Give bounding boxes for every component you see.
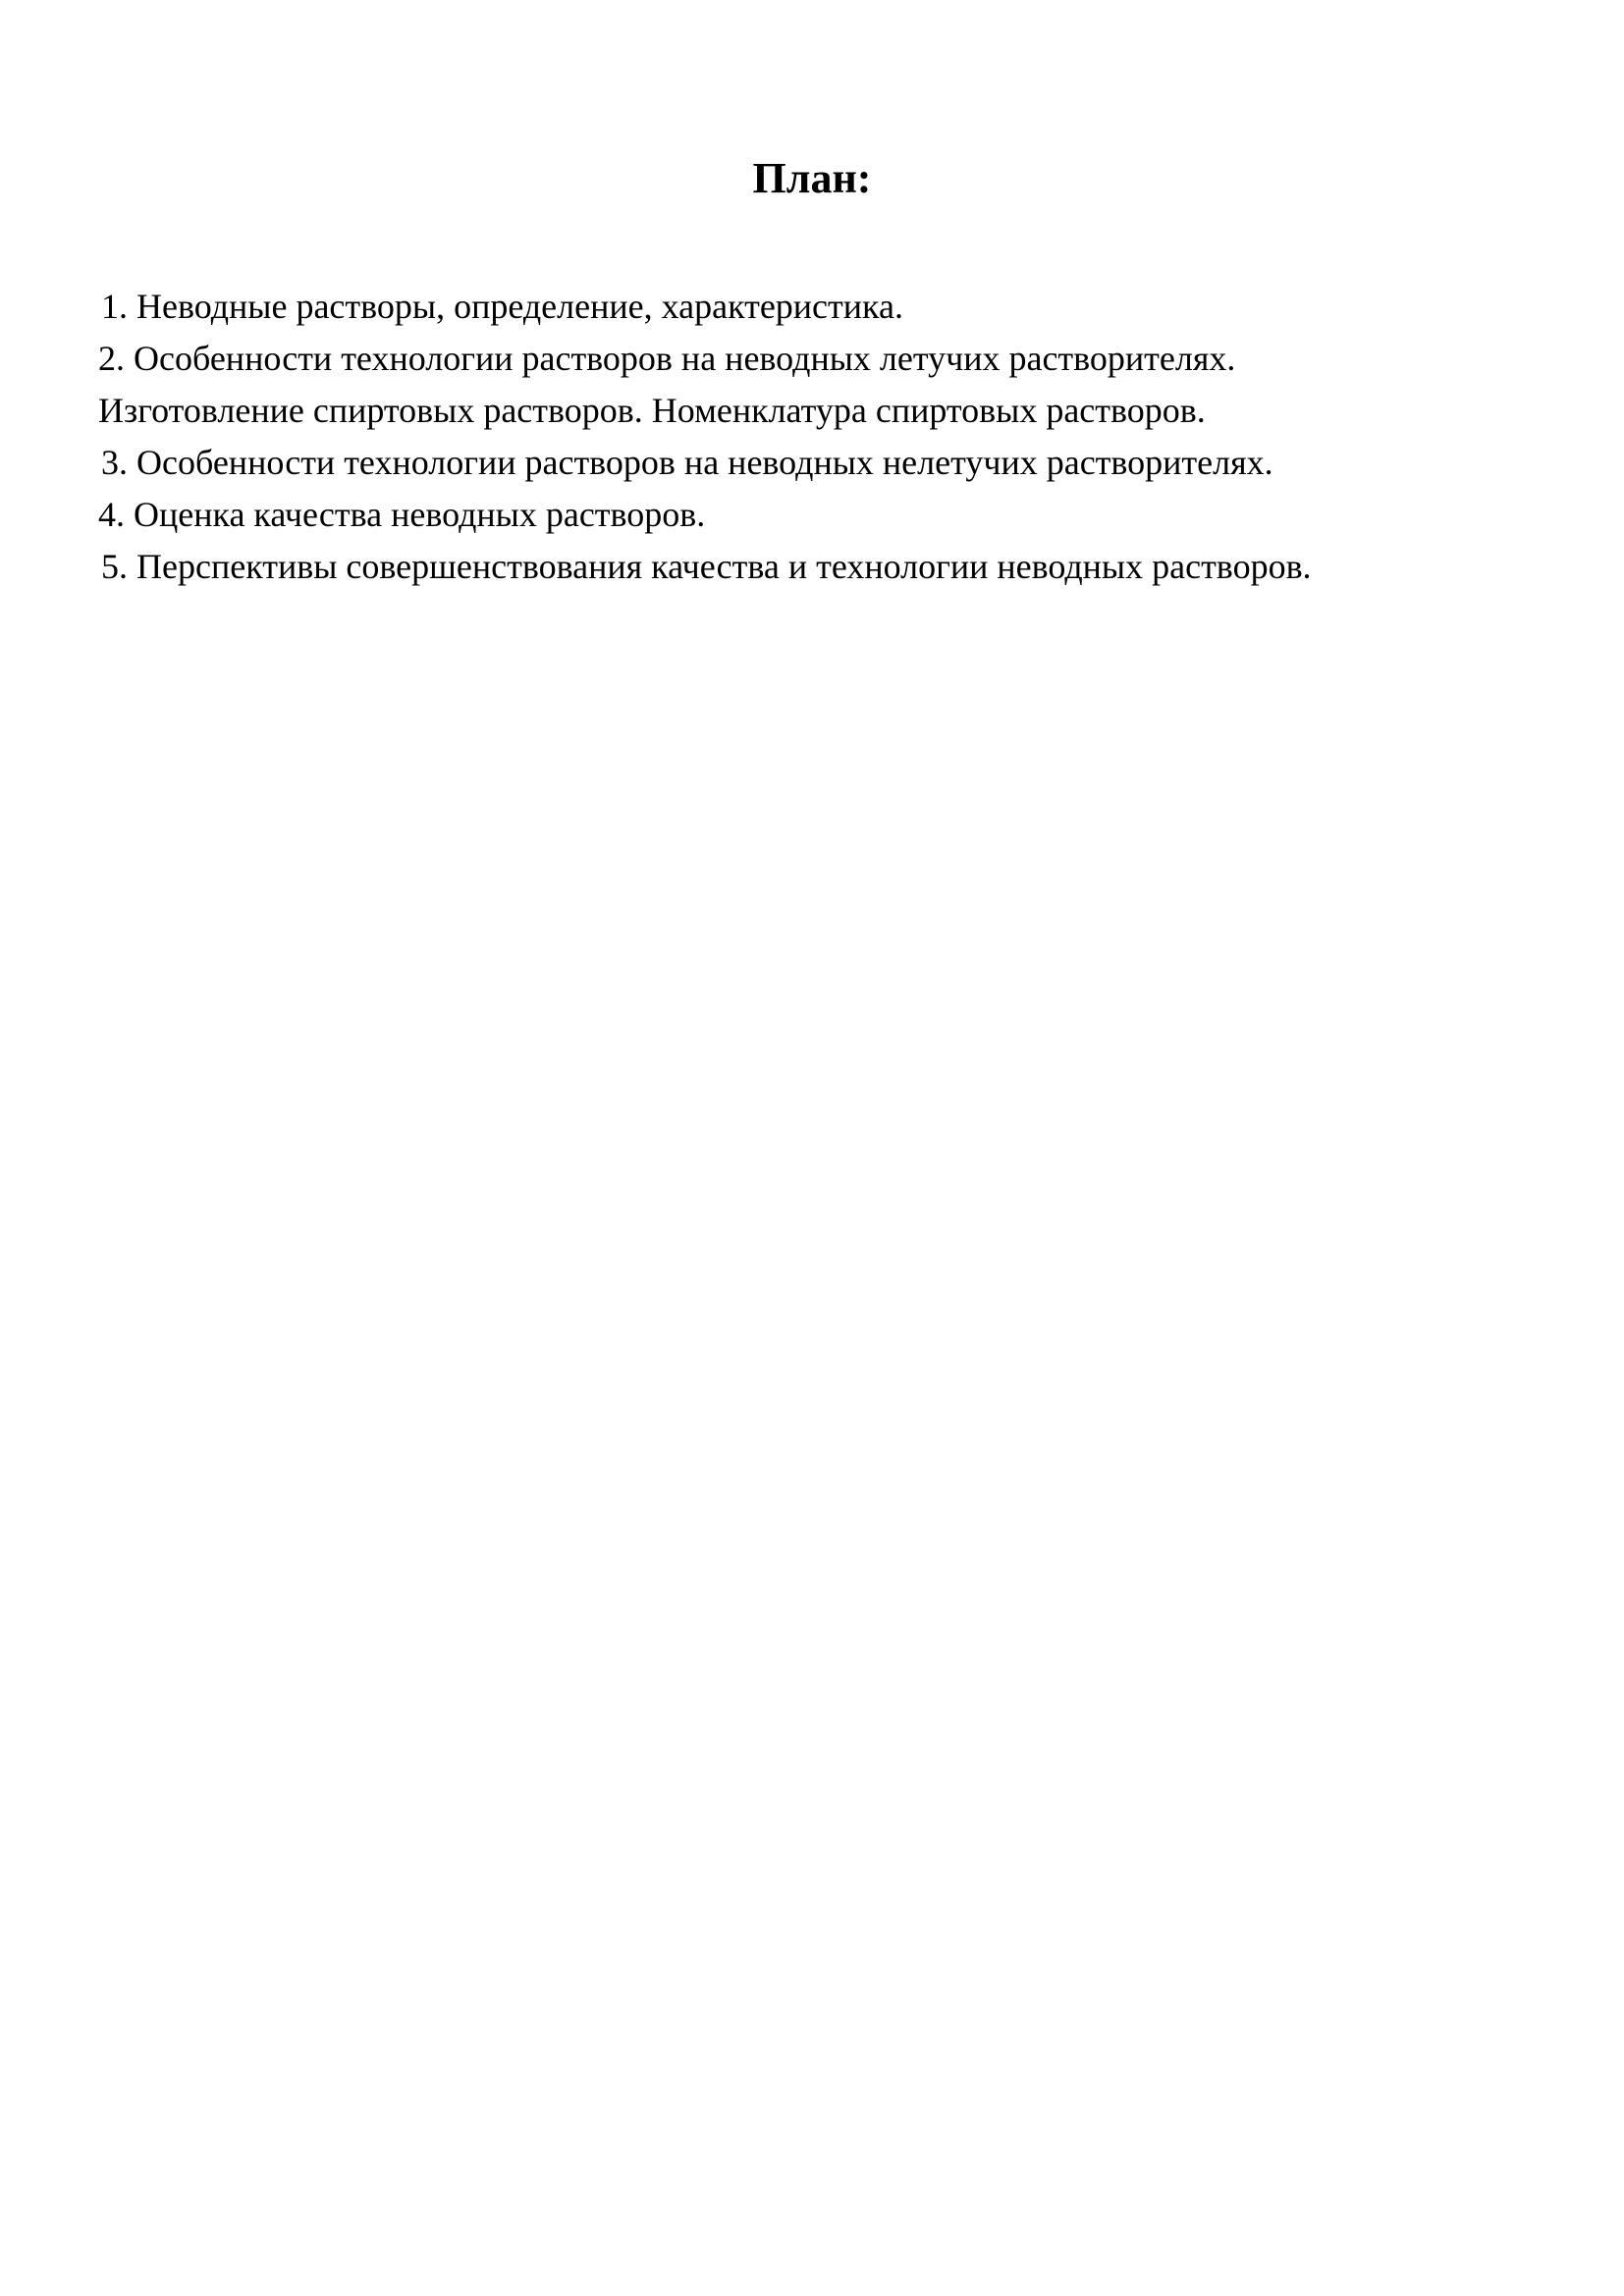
plan-item-3: 3. Особенности технологии растворов на неводных нелетучих растворителях.	[101, 443, 1273, 482]
page-title: План:	[752, 154, 872, 202]
plan-item-4: 4. Оценка качества неводных растворов.	[98, 495, 706, 534]
plan-list	[98, 281, 1571, 593]
plan-item-2: 2. Особенности технологии растворов на неводных летучих растворителях.	[98, 339, 1236, 378]
plan-item-2-continuation: Изготовление спиртовых растворов. Номенклатура спиртовых растворов.	[98, 391, 1206, 430]
plan-item-1: 1. Неводные растворы, определение, характеристика.	[101, 287, 903, 326]
plan-item-5: 5. Перспективы совершенствования качества и технологии неводных растворов.	[101, 547, 1312, 586]
